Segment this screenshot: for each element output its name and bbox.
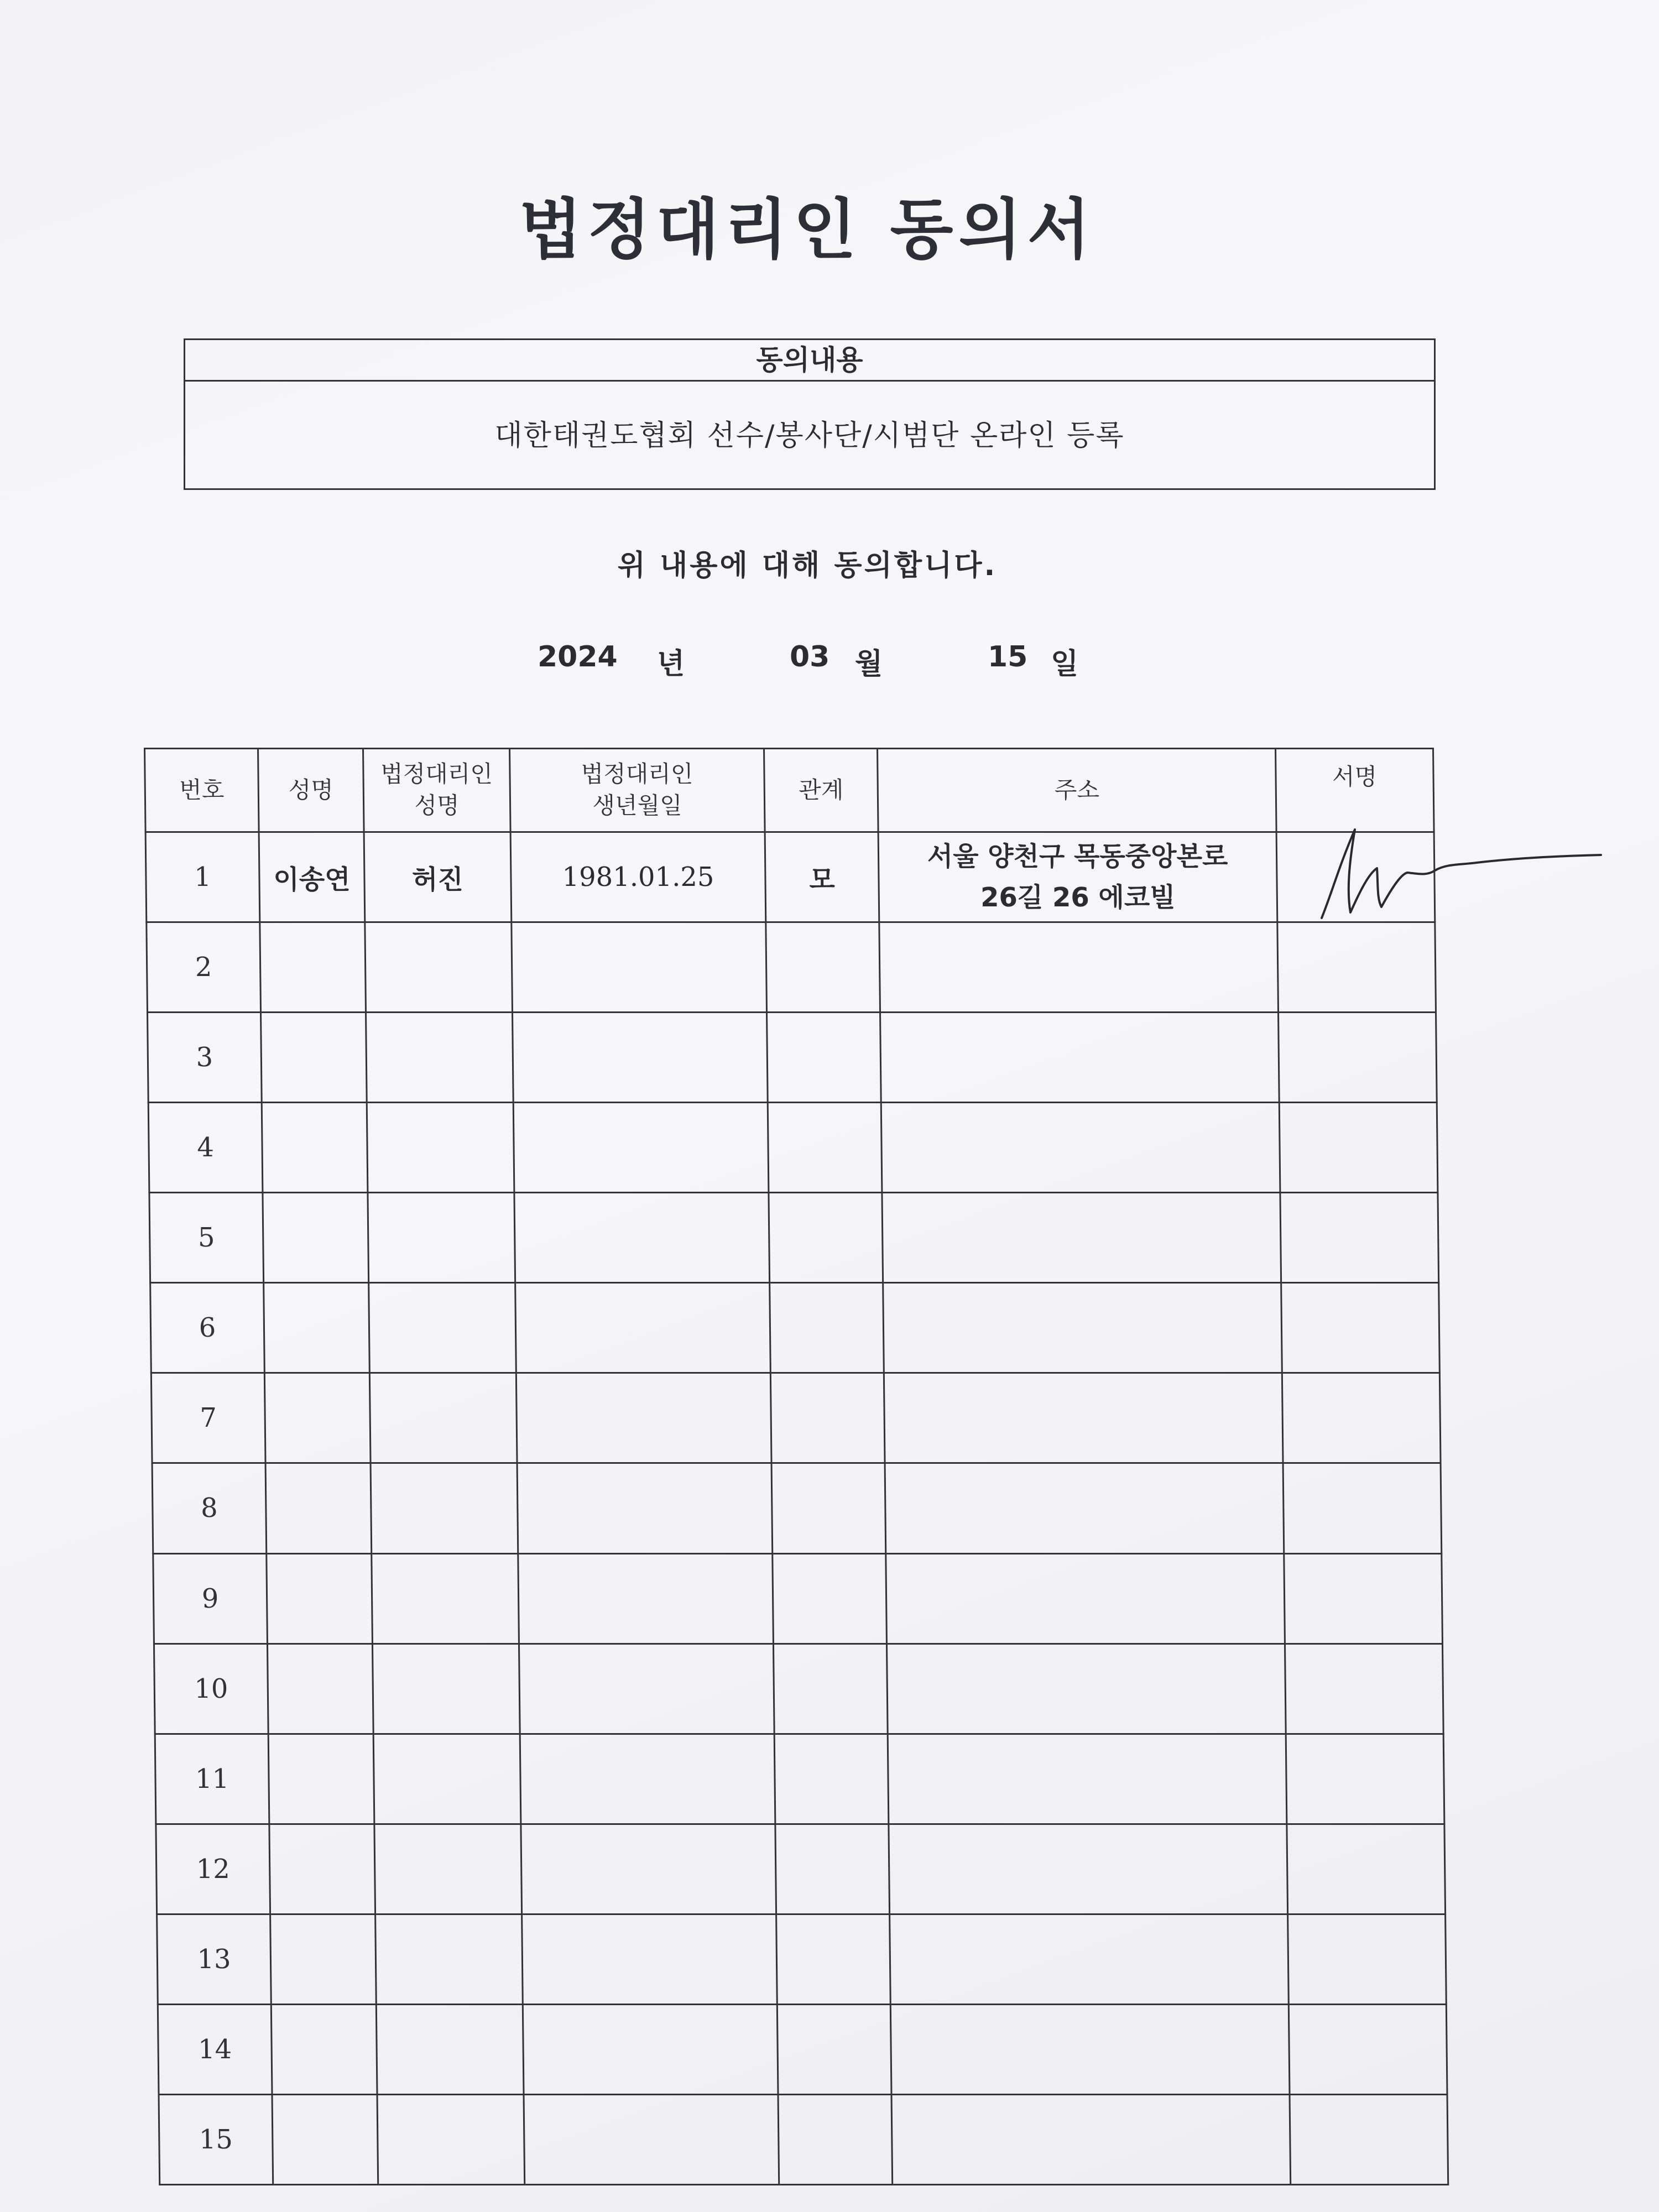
cell-signature <box>1287 1824 1446 1914</box>
table-row <box>156 1824 1446 1914</box>
cell-relation <box>773 1644 888 1734</box>
consent-body: 대한태권도협회 선수/봉사단/시범단 온라인 등록 <box>494 419 1125 452</box>
cell-name <box>267 1644 373 1734</box>
cell-guardian-name <box>367 1103 514 1193</box>
cell-name <box>267 1553 373 1644</box>
cell-relation <box>776 1914 891 2004</box>
handwritten-signature <box>1316 807 1604 929</box>
cell-guardian-name <box>372 1553 519 1644</box>
cell-guardian-name <box>368 1193 515 1283</box>
cell-address <box>885 1463 1284 1553</box>
cell-guardian-dob <box>521 1824 776 1914</box>
table-row <box>155 1734 1444 1824</box>
row-number: 12 <box>156 1824 270 1914</box>
date-year-unit: 년 <box>657 648 685 681</box>
table-row <box>153 1553 1443 1644</box>
cell-guardian-dob <box>519 1644 774 1734</box>
cell-name <box>271 2004 377 2094</box>
header-guardian-name: 법정대리인 성명 <box>363 749 511 832</box>
cell-signature <box>1282 1373 1441 1463</box>
cell-name <box>264 1373 371 1463</box>
cell-name <box>263 1193 369 1283</box>
cell-signature <box>1285 1644 1443 1734</box>
cell-name <box>265 1463 372 1553</box>
cell-address <box>890 2004 1290 2094</box>
date-month: 03 <box>790 640 830 674</box>
cell-guardian-dob <box>514 1193 770 1283</box>
cell-address <box>884 1373 1283 1463</box>
cell-name <box>269 1824 375 1914</box>
cell-signature <box>1280 1193 1439 1283</box>
agreement-statement: 위 내용에 대해 동의합니다. <box>617 549 998 582</box>
date-year: 2024 <box>538 640 618 674</box>
cell-guardian-name <box>369 1283 517 1373</box>
cell-guardian-dob: 1981.01.25 <box>510 832 766 922</box>
cell-address <box>888 1734 1287 1824</box>
header-number: 번호 <box>145 749 259 832</box>
table-row <box>147 922 1436 1013</box>
cell-guardian-name <box>369 1373 517 1463</box>
row-number: 4 <box>148 1103 263 1193</box>
cell-name <box>260 922 366 1013</box>
table-row <box>149 1193 1439 1283</box>
cell-signature <box>1288 2004 1447 2094</box>
cell-guardian-dob <box>515 1283 771 1373</box>
table-row <box>148 1103 1438 1193</box>
cell-signature <box>1279 1103 1438 1193</box>
cell-name <box>264 1283 370 1373</box>
cell-address <box>883 1283 1282 1373</box>
cell-relation <box>773 1553 887 1644</box>
cell-signature <box>1290 2094 1448 2184</box>
cell-relation <box>777 2004 891 2094</box>
table-row <box>150 1283 1440 1373</box>
row-number: 15 <box>159 2094 273 2184</box>
cell-relation: 모 <box>765 832 879 922</box>
row-number: 14 <box>158 2004 272 2094</box>
cell-address <box>881 1103 1280 1193</box>
cell-guardian-dob <box>513 1103 769 1193</box>
table-header-row <box>145 749 1434 832</box>
cell-guardian-name <box>375 1914 523 2004</box>
table-row <box>152 1463 1442 1553</box>
cell-guardian-name <box>372 1644 520 1734</box>
table-row <box>158 2004 1447 2094</box>
cell-guardian-name: 허진 <box>364 832 512 922</box>
cell-name <box>270 1914 377 2004</box>
date-day-unit: 일 <box>1051 648 1079 681</box>
cell-signature <box>1279 1013 1437 1103</box>
row-number: 7 <box>151 1373 265 1463</box>
cell-guardian-dob <box>517 1463 773 1553</box>
cell-relation <box>774 1734 889 1824</box>
cell-guardian-dob <box>523 2004 778 2094</box>
header-signature: 서명 <box>1276 749 1434 832</box>
consent-header: 동의내용 <box>185 340 1434 382</box>
cell-name <box>272 2094 378 2184</box>
consent-box <box>184 338 1436 490</box>
cell-relation <box>767 1013 881 1103</box>
table-row <box>157 1914 1447 2004</box>
cell-guardian-dob <box>524 2094 779 2184</box>
header-relation: 관계 <box>764 749 879 832</box>
row-number: 9 <box>153 1553 268 1644</box>
cell-relation <box>771 1463 886 1553</box>
table-row <box>154 1644 1443 1734</box>
cell-guardian-dob <box>518 1553 774 1644</box>
cell-guardian-dob <box>516 1373 771 1463</box>
address-line: 서울 양천구 목동중앙본로 <box>927 841 1228 872</box>
row-number: 8 <box>152 1463 267 1553</box>
cell-address <box>880 1013 1280 1103</box>
table-row <box>151 1373 1441 1463</box>
cell-relation <box>768 1103 882 1193</box>
cell-address <box>886 1644 1286 1734</box>
cell-relation <box>778 2094 893 2184</box>
row-number: 3 <box>148 1013 262 1103</box>
cell-relation <box>770 1283 884 1373</box>
cell-relation <box>770 1373 885 1463</box>
cell-guardian-name <box>376 2004 524 2094</box>
cell-address <box>890 1914 1289 2004</box>
date-day: 15 <box>988 640 1028 674</box>
cell-signature <box>1286 1734 1444 1824</box>
guardian-table <box>144 748 1449 2185</box>
row-number: 6 <box>150 1283 265 1373</box>
cell-address <box>891 2094 1291 2184</box>
cell-guardian-dob <box>522 1914 778 2004</box>
table-row <box>145 832 1435 922</box>
date-month-unit: 월 <box>855 648 883 681</box>
table-row <box>159 2094 1448 2184</box>
table-row <box>148 1013 1437 1103</box>
cell-relation <box>775 1824 890 1914</box>
cell-address <box>889 1824 1288 1914</box>
cell-relation <box>769 1193 883 1283</box>
row-number: 1 <box>145 832 260 922</box>
cell-signature <box>1288 1914 1447 2004</box>
cell-guardian-name <box>373 1734 521 1824</box>
cell-name <box>268 1734 374 1824</box>
cell-address <box>879 922 1279 1013</box>
cell-signature <box>1284 1553 1443 1644</box>
cell-guardian-name <box>366 1013 514 1103</box>
cell-guardian-name <box>365 922 513 1013</box>
header-address: 주소 <box>878 749 1277 832</box>
cell-name <box>262 1103 368 1193</box>
row-number: 5 <box>149 1193 264 1283</box>
cell-relation <box>766 922 880 1013</box>
cell-guardian-name <box>374 1824 522 1914</box>
cell-name: 이송연 <box>259 832 365 922</box>
cell-guardian-dob <box>513 1013 768 1103</box>
cell-signature <box>1283 1463 1442 1553</box>
cell-address <box>882 1193 1281 1283</box>
cell-signature <box>1277 922 1436 1013</box>
row-number: 13 <box>157 1914 272 2004</box>
cell-signature <box>1281 1283 1440 1373</box>
header-name: 성명 <box>258 749 364 832</box>
cell-address <box>878 832 1277 922</box>
address-line: 26길 26 에코빌 <box>980 882 1176 914</box>
cell-address <box>886 1553 1285 1644</box>
cell-guardian-dob <box>520 1734 775 1824</box>
header-guardian-dob: 법정대리인 생년월일 <box>510 749 765 832</box>
row-number: 11 <box>155 1734 269 1824</box>
cell-guardian-dob <box>512 922 767 1013</box>
document-title: 법정대리인 동의서 <box>519 191 1096 268</box>
row-number: 2 <box>147 922 261 1013</box>
row-number: 10 <box>154 1644 268 1734</box>
cell-guardian-name <box>371 1463 518 1553</box>
cell-name <box>261 1013 367 1103</box>
cell-guardian-name <box>377 2094 525 2184</box>
